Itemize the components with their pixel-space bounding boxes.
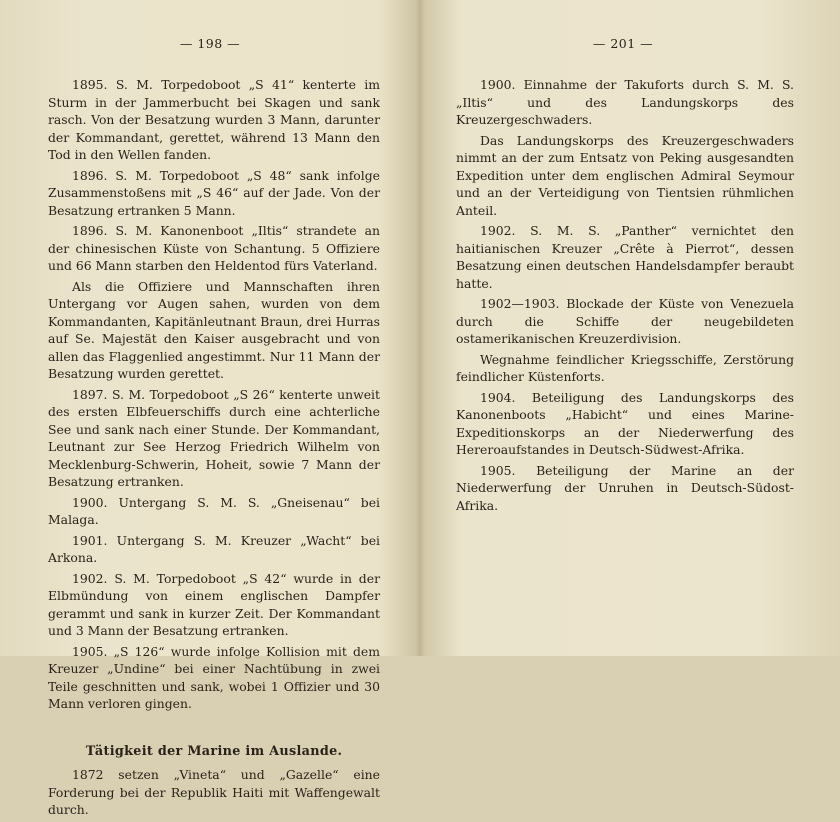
paragraph: 1872 setzen „Vineta“ und „Gazelle“ eine Forderung bei der Republik Haiti mit Waffengewalt durch. — [48, 767, 380, 817]
section-heading: Tätigkeit der Marine im Auslande. — [85, 743, 343, 759]
paragraph: 1896. S. M. Torpedoboot „S 48“ sank infolge Zusammenstoßens mit „S 46“ auf der Jade. Von der Besatzung ertranken 5 Mann. — [48, 167, 380, 218]
paragraph: 1905. Beteiligung der Marine an der Niederwerfung der Unruhen in Deutsch-Südost-Afrika. — [456, 462, 794, 513]
paragraph: Das Landungskorps des Kreuzergeschwaders nimmt an der zum Entsatz von Peking ausgesandten Expedition unter dem englischen Admiral Seymour und an der Verteidigung von Tientsien rühmlichen Anteil. — [456, 132, 794, 218]
paragraph: 1900. Untergang S. M. S. „Gneisenau“ bei Malaga. — [48, 494, 380, 527]
page-number: — 201 — — [592, 36, 654, 51]
left-page-text — [48, 76, 380, 822]
page-number: — 198 — — [179, 36, 241, 51]
paragraph: 1902—1903. Blockade der Küste von Venezuela durch die Schiffe der neugebildeten ostamerikanischen Kreuzerdivision. — [456, 296, 794, 346]
right-page-text — [456, 76, 794, 517]
left-page — [0, 0, 414, 817]
paragraph: 1901. Untergang S. M. Kreuzer „Wacht“ bei Arkona. — [48, 532, 380, 565]
paragraph: 1902. S. M. S. „Panther“ vernichtet den haitianischen Kreuzer „Crête à Pierrot“, dessen Besatzung einen deutschen Handelsdampfer beraubt hatte. — [456, 223, 794, 291]
paragraph: 1897. S. M. Torpedoboot „S 26“ kenterte unweit des ersten Elbfeuerschiffs durch eine achterliche See und sank nach einer Stunde. Der Kommandant, Leutnant zur See Herzog Friedrich Wilhelm von Mecklenburg-Schwerin, Hoheit, sowie 7 Mann der Besatzung ertranken. — [48, 386, 380, 489]
paragraph: Als die Offiziere und Mannschaften ihren Untergang vor Augen sahen, wurden von dem Kommandanten, Kapitänleutnant Braun, drei Hurras auf Se. Majestät den Kaiser ausgebracht und von allen das Flaggenlied angestimmt. Nur 11 Mann der Besatzung wurden gerettet. — [48, 278, 380, 381]
paragraph: 1900. Einnahme der Takuforts durch S. M. S. „Iltis“ und des Landungskorps des Kreuzergeschwaders. — [456, 77, 794, 127]
paragraph: 1904. Beteiligung des Landungskorps des Kanonenboots „Habicht“ und eines Marine-Expeditionskorps an der Niederwerfung des Hereroaufstandes in Deutsch-Südwest-Afrika. — [456, 389, 794, 457]
paragraph: 1902. S. M. Torpedoboot „S 42“ wurde in der Elbmündung von einem englischen Dampfer gerammt und sank in kurzer Zeit. Der Kommandant und 3 Mann der Besatzung ertranken. — [48, 570, 380, 638]
paragraph: 1895. S. M. Torpedoboot „S 41“ kenterte im Sturm in der Jammerbucht bei Skagen und sank rasch. Von der Besatzung wurden 3 Mann, darunter der Kommandant, gerettet, während 13 Mann den Tod in den Wellen fanden. — [48, 77, 380, 162]
paragraph: 1896. S. M. Kanonenboot „Iltis“ strandete an der chinesischen Küste von Schantung. 5 Offiziere und 66 Mann starben den Heldentod fürs Vaterland. — [48, 223, 380, 273]
paragraph: 1905. „S 126“ wurde infolge Kollision mit dem Kreuzer „Undine“ bei einer Nachtübung in zwei Teile geschnitten und sank, wobei 1 Offizier und 30 Mann verloren gingen. — [48, 643, 380, 711]
right-page — [424, 0, 840, 656]
paragraph: Wegnahme feindlicher Kriegsschiffe, Zerstörung feindlicher Küstenforts. — [456, 351, 794, 384]
